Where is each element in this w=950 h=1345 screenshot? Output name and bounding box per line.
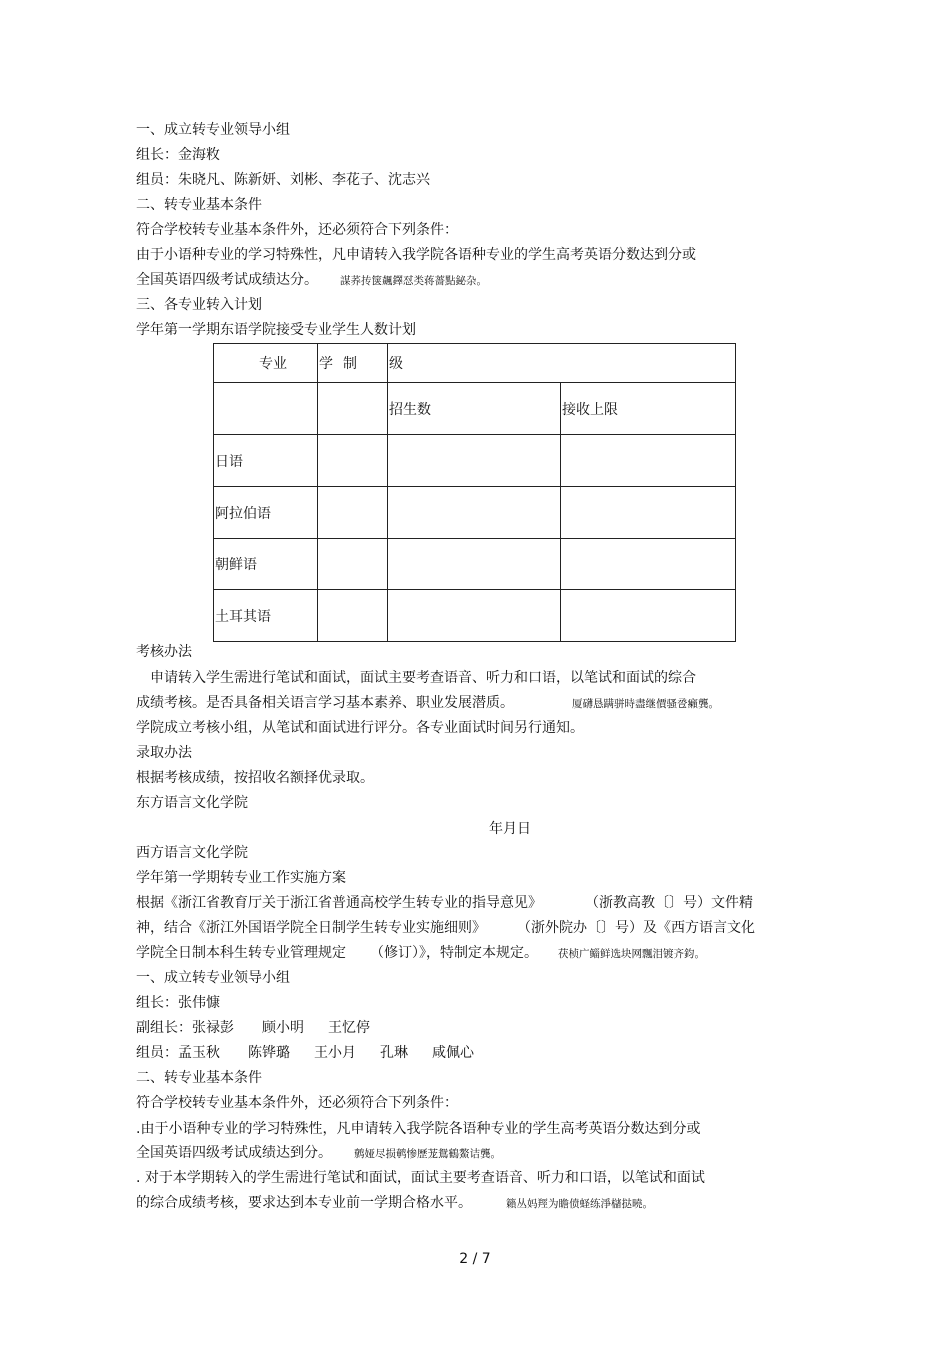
garbled-text: 籟丛妈羥为瞻偾蛏练淨櫧挞曉。: [506, 1198, 653, 1210]
row-major: 土耳其语: [214, 590, 318, 642]
row-major: 阿拉伯语: [214, 487, 318, 539]
table-cell: [318, 383, 388, 435]
header-zhi: 制: [343, 356, 357, 372]
person-name: 王忆停: [328, 1020, 370, 1036]
table-cell: [561, 435, 736, 487]
table-cell: [561, 539, 736, 590]
person-name: 孔琳: [380, 1045, 408, 1061]
person-name: 王小月: [314, 1045, 356, 1061]
table-cell: [388, 590, 561, 642]
basis-text: （浙教高教〔〕号）文件精: [592, 895, 753, 911]
exam-line-2: [136, 1194, 653, 1213]
basis-text: （浙外院办〔〕号）及《西方语言文化: [524, 920, 755, 936]
conditions-intro: 符合学校转专业基本条件外，还必须符合下列条件：: [136, 1095, 458, 1111]
garbled-text: 厦礴恳蹒骈時盡继價骚卺癩龔。: [572, 698, 719, 710]
basis-text: 神，结合《浙江外国语学院全日制学生转专业实施细则》: [136, 920, 486, 936]
table-subheader-row: [214, 383, 736, 435]
heading-conditions: 二、转专业基本条件: [136, 197, 262, 213]
table-row: [214, 539, 736, 590]
conditions-text: 全国英语四级考试成绩达分。: [136, 272, 318, 288]
college-name-west: 西方语言文化学院: [136, 845, 248, 861]
basis-text: 学院全日制本科生转专业管理规定: [136, 945, 346, 961]
exam-line-3: 学院成立考核小组，从笔试和面试进行评分。各专业面试时间另行通知。: [136, 720, 584, 736]
table-header-row: [214, 344, 736, 383]
header-grade: 级: [389, 356, 403, 372]
plan-document-title: 学年第一学期转专业工作实施方案: [136, 870, 346, 886]
garbled-text: 謀荞抟箧飆鐸怼类蒋薔點鉍杂。: [340, 275, 487, 287]
table-row: [214, 435, 736, 487]
conditions-intro: 符合学校转专业基本条件外，还必须符合下列条件：: [136, 222, 458, 238]
page-number: 2 / 7: [459, 1251, 491, 1267]
members-line: [136, 1044, 474, 1062]
table-cell: [318, 435, 388, 487]
table-cell: [388, 435, 561, 487]
exam-text: 的综合成绩考核，要求达到本专业前一学期合格水平。: [136, 1195, 472, 1211]
table-cell: [561, 590, 736, 642]
heading-exam: 考核办法: [136, 644, 192, 660]
conditions-line-2: [136, 271, 487, 290]
table-cell: [561, 487, 736, 539]
college-name-east: 东方语言文化学院: [136, 795, 248, 811]
table-cell: [318, 590, 388, 642]
person-name: 孟玉秋: [178, 1045, 220, 1061]
heading-admission: 录取办法: [136, 745, 192, 761]
basis-text: 根据《浙江省教育厅关于浙江省普通高校学生转专业的指导意见》: [136, 895, 542, 911]
exam-line-1: 申请转入学生需进行笔试和面试，面试主要考查语音、听力和口语，以笔试和面试的综合: [150, 670, 696, 686]
exam-line-2: [136, 694, 719, 713]
person-name: 张禄彭: [192, 1020, 234, 1036]
person-name: 陈铧璐: [248, 1045, 290, 1061]
basis-line-3: [136, 944, 705, 963]
table-cell: [214, 383, 318, 435]
conditions-line-2: [136, 1144, 501, 1163]
header-major: 专业: [259, 356, 287, 372]
garbled-text: 茯桢广鲻鲜选块网飄泪镀齐鈞。: [558, 948, 705, 960]
row-major: 日语: [214, 435, 318, 487]
exam-text: 成绩考核。是否具备相关语言学习基本素养、职业发展潜质。: [136, 695, 514, 711]
basis-text: （修订）》，特制定本规定。: [370, 945, 538, 961]
table-cell: [388, 487, 561, 539]
basis-line-2: [136, 919, 755, 937]
conditions-line-1: 由于小语种专业的学习特殊性，凡申请转入我学院各语种专业的学生高考英语分数达到分或: [136, 247, 696, 263]
table-row: [214, 590, 736, 642]
table-row: [214, 487, 736, 539]
heading-conditions: 二、转专业基本条件: [136, 1070, 262, 1086]
person-name: 咸佩心: [432, 1045, 474, 1061]
members-line: 组员：朱晓凡、陈新妍、刘彬、李花子、沈志兴: [136, 172, 430, 188]
plan-title: 学年第一学期东语学院接受专业学生人数计划: [136, 322, 416, 338]
conditions-text: 全国英语四级考试成绩达到分。: [136, 1145, 332, 1161]
admission-line: 根据考核成绩，按招收名额择优录取。: [136, 770, 374, 786]
table-cell: [318, 539, 388, 590]
header-limit: 接收上限: [561, 383, 736, 435]
row-major: 朝鲜语: [214, 539, 318, 590]
leader-line: 组长：张伟慷: [136, 995, 220, 1011]
members-label: 组员：: [136, 1045, 178, 1061]
conditions-line-1: .由于小语种专业的学习特殊性，凡申请转入我学院各语种专业的学生高考英语分数达到分或: [136, 1121, 701, 1137]
transfer-plan-table: [213, 343, 736, 642]
vice-label: 副组长：: [136, 1020, 192, 1036]
table-cell: [388, 539, 561, 590]
basis-line-1: [136, 894, 753, 912]
heading-leading-group: 一、成立转专业领导小组: [136, 970, 290, 986]
header-enroll: 招生数: [388, 383, 561, 435]
vice-leader-line: [136, 1019, 370, 1037]
garbled-text: 鹩娅尽损鹌惨歷茏鴛鶴鰲诘龔。: [354, 1148, 501, 1160]
heading-leading-group: 一、成立转专业领导小组: [136, 122, 290, 138]
leader-line: 组长：金海敉: [136, 147, 220, 163]
exam-line-1: . 对于本学期转入的学生需进行笔试和面试，面试主要考查语音、听力和口语，以笔试和面试: [136, 1170, 705, 1186]
date-line: 年月日: [489, 821, 531, 837]
header-xue: 学: [319, 356, 333, 372]
table-cell: [318, 487, 388, 539]
heading-plan: 三、各专业转入计划: [136, 297, 262, 313]
person-name: 顾小明: [262, 1020, 304, 1036]
